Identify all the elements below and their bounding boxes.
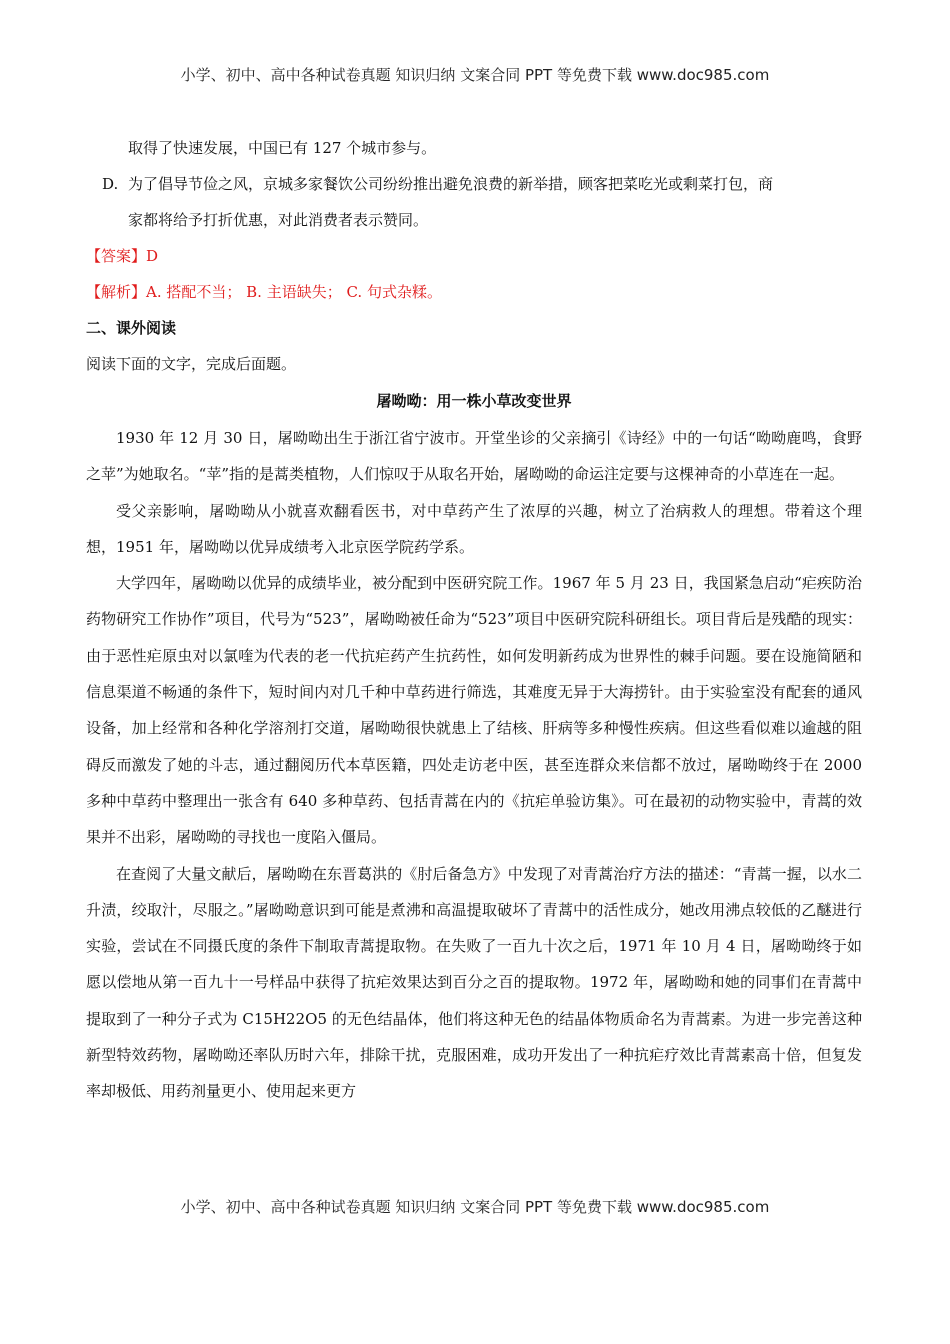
option-d [86,166,862,202]
footer-banner: 小学、初中、高中各种试卷真题 知识归纳 文案合同 PPT 等免费下载 www.doc985.com [180,1198,770,1216]
answer-row [86,238,862,274]
option-d-continuation: 家都将给予打折优惠，对此消费者表示赞同。 [128,211,429,229]
section-instruction: 阅读下面的文字，完成后面题。 [86,355,297,373]
article-paragraph-1: 1930 年 12 月 30 日，屠呦呦出生于浙江省宁波市。开堂坐诊的父亲摘引《诗经》中的一句话“呦呦鹿鸣，食野之苹”为她取名。“苹”指的是蒿类植物，人们惊叹于从取名开始，屠呦呦的命运注定要与这棵神奇的小草连在一起。 [86,429,862,484]
answer-value: D [146,247,159,265]
analysis-text: A. 搭配不当； B. 主语缺失； C. 句式杂糅。 [146,283,442,301]
section-heading: 二、课外阅读 [86,319,177,337]
option-d-text: 为了倡导节俭之风，京城多家餐饮公司纷纷推出避免浪费的新举措，顾客把菜吃光或剩菜打包，商 [128,175,774,193]
page-body [86,130,862,1110]
analysis-label: 【解析】 [86,283,147,301]
option-c-continuation: 取得了快速发展，中国已有 127 个城市参与。 [128,139,437,157]
analysis-row [86,274,862,310]
answer-label: 【答案】 [86,247,147,265]
article-title: 屠呦呦：用一株小草改变世界 [376,392,572,410]
article-paragraph-2: 受父亲影响，屠呦呦从小就喜欢翻看医书，对中草药产生了浓厚的兴趣，树立了治病救人的理想。带着这个理想，1951 年，屠呦呦以优异成绩考入北京医学院药学系。 [86,501,862,556]
option-d-label: D. [102,175,119,193]
article-paragraph-4: 在查阅了大量文献后，屠呦呦在东晋葛洪的《肘后备急方》中发现了对青蒿治疗方法的描述：“青蒿一握，以水二升渍，绞取汁，尽服之。”屠呦呦意识到可能是煮沸和高温提取破坏了青蒿中的活性成分，她改用沸点较低的乙醚进行实验，尝试在不同摄氏度的条件下制取青蒿提取物。在失败了一百九十次之后，1971 年 10 月 4 日，屠呦呦终于如愿以偿地从第一百九十一号样品中获得了抗疟效果达到百分之百的提取物。1972 年，屠呦呦和她的同事们在青蒿中提取到了一种分子式为 C15H22O5 的无色结晶体，他们将这种无色的结晶体物质命名为青蒿素。为进一步完善这种新型特效药物，屠呦呦还率队历时六年，排除干扰，克服困难，成功开发出了一种抗疟疗效比青蒿素高十倍，但复发率却极低、用药剂量更小、使用起来更方 [86,864,862,1101]
article-paragraph-3: 大学四年，屠呦呦以优异的成绩毕业，被分配到中医研究院工作。1967 年 5 月 23 日，我国紧急启动“疟疾防治药物研究工作协作”项目，代号为“523”，屠呦呦被任命为“523”项目中医研究院科研组长。项目背后是残酷的现实：由于恶性疟原虫对以氯喹为代表的老一代抗疟药产生抗药性，如何发明新药成为世界性的棘手问题。要在设施简陋和信息渠道不畅通的条件下，短时间内对几千种中草药进行筛选，其难度无异于大海捞针。由于实验室没有配套的通风设备，加上经常和各种化学溶剂打交道，屠呦呦很快就患上了结核、肝病等多种慢性疾病。但这些看似难以逾越的阻碍反而激发了她的斗志，通过翻阅历代本草医籍，四处走访老中医，甚至连群众来信都不放过，屠呦呦终于在 2000 多种中草药中整理出一张含有 640 多种草药、包括青蒿在内的《抗疟单验访集》。可在最初的动物实验中，青蒿的效果并不出彩，屠呦呦的寻找也一度陷入僵局。 [86,574,862,847]
header-banner: 小学、初中、高中各种试卷真题 知识归纳 文案合同 PPT 等免费下载 www.doc985.com [180,66,770,84]
